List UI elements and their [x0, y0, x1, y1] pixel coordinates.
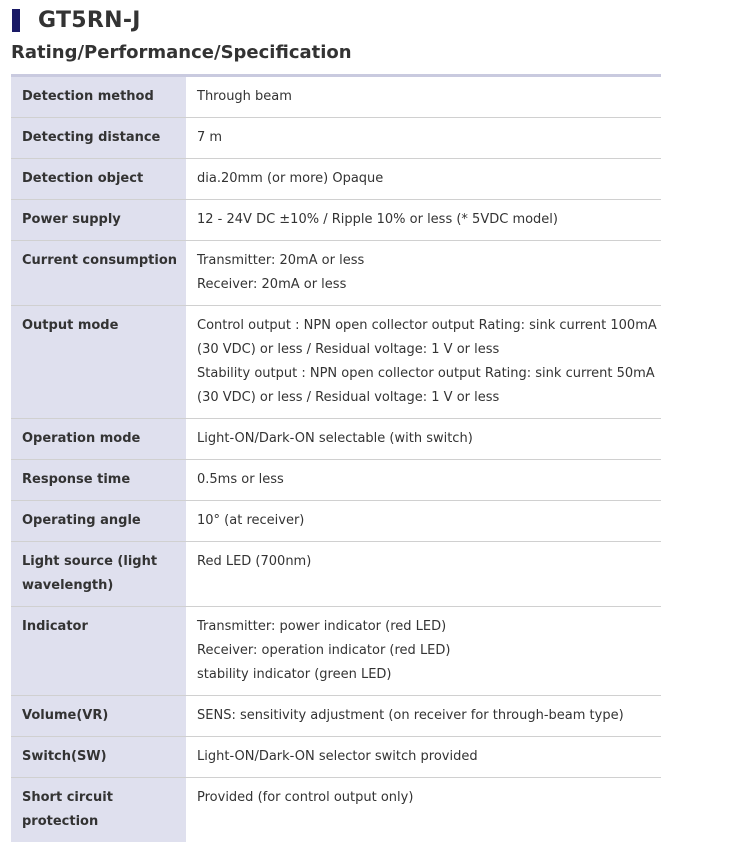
- spec-label-cell: [11, 607, 186, 696]
- spec-value: Light-ON/Dark-ON selectable (with switch): [197, 427, 651, 451]
- spec-value-cell: [186, 200, 661, 241]
- spec-value-cell: [186, 542, 661, 607]
- spec-value: 7 m: [197, 126, 651, 150]
- spec-label: Short circuit: [22, 786, 176, 810]
- spec-row: [11, 737, 661, 778]
- spec-value: (30 VDC) or less / Residual voltage: 1 V or less: [197, 338, 651, 362]
- spec-value-cell: [186, 696, 661, 737]
- spec-table: [11, 77, 661, 842]
- spec-label: Operating angle: [22, 509, 176, 533]
- spec-value-cell: [186, 501, 661, 542]
- spec-value: dia.20mm (or more) Opaque: [197, 167, 651, 191]
- spec-label: Light source (light: [22, 550, 176, 574]
- spec-value-cell: [186, 241, 661, 306]
- spec-label: Detection object: [22, 167, 176, 191]
- spec-value: Receiver: 20mA or less: [197, 273, 651, 297]
- spec-row: [11, 501, 661, 542]
- spec-row: [11, 460, 661, 501]
- spec-value: Red LED (700nm): [197, 550, 651, 574]
- spec-label-cell: [11, 159, 186, 200]
- spec-value: Transmitter: power indicator (red LED): [197, 615, 651, 639]
- spec-label: Switch(SW): [22, 745, 176, 769]
- spec-value-cell: [186, 77, 661, 118]
- spec-label-cell: [11, 737, 186, 778]
- spec-value-cell: [186, 159, 661, 200]
- spec-label-cell: [11, 419, 186, 460]
- spec-value-cell: [186, 306, 661, 419]
- spec-row: [11, 778, 661, 842]
- spec-row: [11, 200, 661, 241]
- spec-label-cell: [11, 77, 186, 118]
- spec-label: Response time: [22, 468, 176, 492]
- spec-label: Detection method: [22, 85, 176, 109]
- spec-value: Transmitter: 20mA or less: [197, 249, 651, 273]
- spec-label: Current consumption: [22, 249, 176, 273]
- spec-value: Provided (for control output only): [197, 786, 651, 810]
- spec-row: [11, 241, 661, 306]
- spec-value-cell: [186, 460, 661, 501]
- spec-row: [11, 419, 661, 460]
- spec-label-cell: [11, 241, 186, 306]
- spec-label: Power supply: [22, 208, 176, 232]
- spec-value: Stability output : NPN open collector output Rating: sink current 50mA: [197, 362, 651, 386]
- spec-value: 10° (at receiver): [197, 509, 651, 533]
- spec-label: Operation mode: [22, 427, 176, 451]
- spec-value: (30 VDC) or less / Residual voltage: 1 V or less: [197, 386, 651, 410]
- spec-row: [11, 696, 661, 737]
- spec-value-cell: [186, 737, 661, 778]
- spec-value: Control output : NPN open collector output Rating: sink current 100mA: [197, 314, 651, 338]
- spec-label: Volume(VR): [22, 704, 176, 728]
- spec-row: [11, 77, 661, 118]
- section-title: Rating/Performance/Specification: [11, 42, 352, 63]
- spec-label: protection: [22, 810, 176, 834]
- page-title: GT5RN-J: [38, 8, 141, 33]
- spec-label-cell: [11, 200, 186, 241]
- spec-value: SENS: sensitivity adjustment (on receiver for through-beam type): [197, 704, 651, 728]
- spec-row: [11, 607, 661, 696]
- spec-value-cell: [186, 778, 661, 842]
- spec-value: stability indicator (green LED): [197, 663, 651, 687]
- spec-value-cell: [186, 419, 661, 460]
- spec-label-cell: [11, 696, 186, 737]
- spec-label-cell: [11, 501, 186, 542]
- spec-value: Light-ON/Dark-ON selector switch provided: [197, 745, 651, 769]
- spec-row: [11, 306, 661, 419]
- spec-label: Output mode: [22, 314, 176, 338]
- spec-value: 0.5ms or less: [197, 468, 651, 492]
- title-accent-bar: [12, 9, 20, 32]
- spec-label-cell: [11, 542, 186, 607]
- page-header: [12, 4, 141, 36]
- spec-label-cell: [11, 118, 186, 159]
- spec-value-cell: [186, 118, 661, 159]
- spec-value: Through beam: [197, 85, 651, 109]
- spec-value: Receiver: operation indicator (red LED): [197, 639, 651, 663]
- spec-value-cell: [186, 607, 661, 696]
- spec-row: [11, 159, 661, 200]
- spec-label-cell: [11, 306, 186, 419]
- spec-row: [11, 542, 661, 607]
- spec-label-cell: [11, 778, 186, 842]
- spec-label: wavelength): [22, 574, 176, 598]
- spec-row: [11, 118, 661, 159]
- spec-label-cell: [11, 460, 186, 501]
- spec-value: 12 - 24V DC ±10% / Ripple 10% or less (* 5VDC model): [197, 208, 651, 232]
- spec-label: Detecting distance: [22, 126, 176, 150]
- spec-label: Indicator: [22, 615, 176, 639]
